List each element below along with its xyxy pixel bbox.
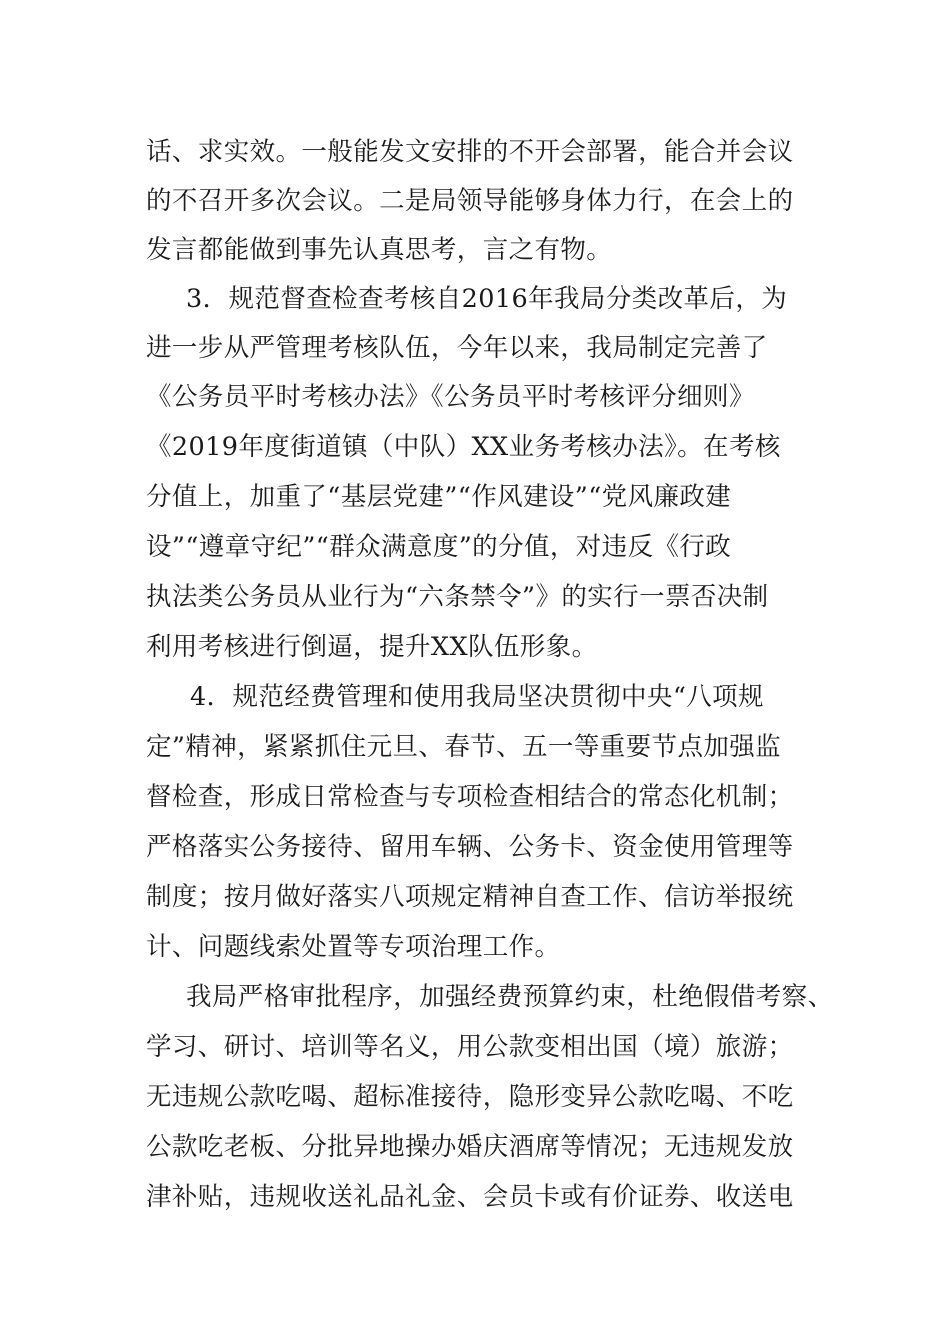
text-line: 《2019年度街道镇（中队）XX业务考核办法》。在考核 <box>146 432 781 462</box>
text-line: 设”“遵章守纪”“群众满意度”的分值，对违反《行政 <box>146 532 732 562</box>
text-line: 分值上，加重了“基层党建”“作风建设”“党风廉政建 <box>146 482 732 512</box>
text-line: 无违规公款吃喝、超标准接待，隐形变异公款吃喝、不吃 <box>146 1082 794 1112</box>
text-line: 学习、研讨、培训等名义，用公款变相出国（境）旅游； <box>146 1032 794 1062</box>
text-line: 公款吃老板、分批异地操办婚庆酒席等情况；无违规发放 <box>146 1132 794 1162</box>
text-line: 津补贴，违规收送礼品礼金、会员卡或有价证券、收送电 <box>146 1182 794 1212</box>
text-line: 话、求实效。一般能发文安排的不开会部署，能合并会议 <box>146 137 794 167</box>
text-line: 计、问题线索处置等专项治理工作。 <box>146 932 561 962</box>
paragraph-start: 我局严格审批程序，加强经费预算约束，杜绝假借考察、 <box>186 982 834 1012</box>
text-line: 定”精神，紧紧抓住元旦、春节、五一等重要节点加强监 <box>146 732 782 762</box>
text-line: 《公务员平时考核办法》《公务员平时考核评分细则》 <box>146 382 755 412</box>
text-line: 发言都能做到事先认真思考，言之有物。 <box>146 235 613 265</box>
text-line: 督检查，形成日常检查与专项检查相结合的常态化机制； <box>146 782 794 812</box>
paragraph-4-heading: 4．规范经费管理和使用我局坚决贯彻中央“八项规 <box>190 682 764 712</box>
paragraph-3-heading: 3．规范督查检查考核自2016年我局分类改革后，为 <box>186 284 788 314</box>
text-line: 进一步从严管理考核队伍，今年以来，我局制定完善了 <box>146 333 768 363</box>
text-line: 制度；按月做好落实八项规定精神自查工作、信访举报统 <box>146 882 794 912</box>
text-line: 严格落实公务接待、留用车辆、公务卡、资金使用管理等 <box>146 832 794 862</box>
text-line: 执法类公务员从业行为“六条禁令”》的实行一票否决制 <box>146 582 769 612</box>
text-line: 的不召开多次会议。二是局领导能够身体力行，在会上的 <box>146 186 794 216</box>
text-line: 利用考核进行倒逼，提升XX队伍形象。 <box>146 632 598 662</box>
